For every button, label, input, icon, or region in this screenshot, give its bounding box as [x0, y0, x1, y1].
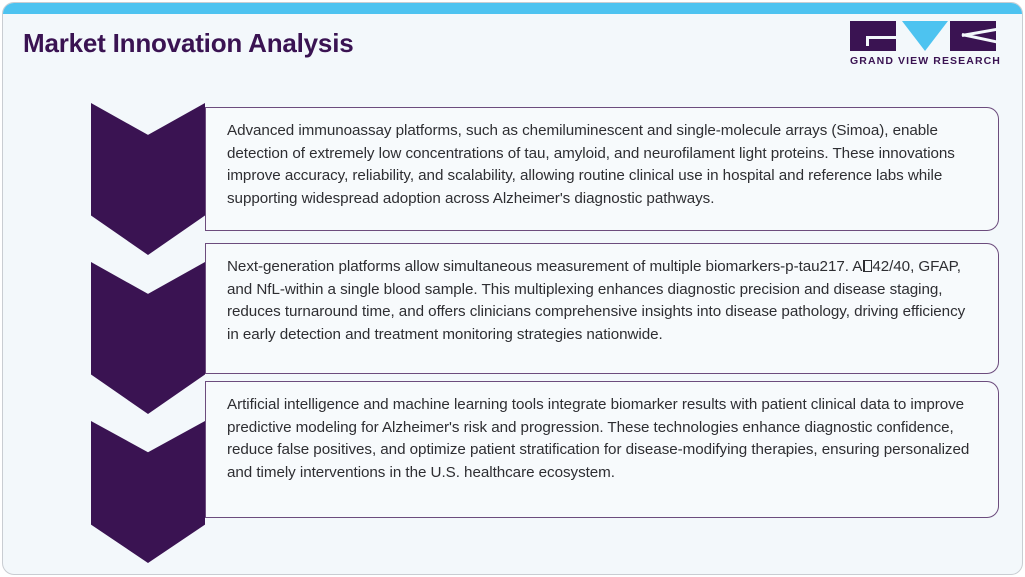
missing-glyph-icon	[863, 260, 872, 272]
page-title: Market Innovation Analysis	[23, 28, 354, 58]
insight-text-3-part1: Artificial intelligence and machine learning tools integrate biomarker results with patient clinical data to improve predictive modeling for Alzheimer's risk and progression. These technologies enhance diagnostic confidence, reduce false positives, and optimize patient stratification for disease-modifying therapies, ensuring personalized and timely interventions in the U.S. healthcare ecosystem.	[227, 396, 970, 481]
insight-text-1	[227, 120, 978, 210]
logo-brand-text: GRAND VIEW RESEARCH	[850, 55, 1001, 67]
insight-box-3	[205, 381, 999, 518]
insight-text-3	[227, 394, 978, 484]
content-card	[2, 2, 1023, 575]
insight-text-1-part1: Advanced immunoassay platforms, such as chemiluminescent and single-molecule arrays (Simoa), enable detection of extremely low concentrations of tau, amyloid, and neurofilament light proteins. These innovations improve accuracy, reliability, and scalability, allowing routine clinical use in hospital and reference labs while supporting widespread adoption across Alzheimer's diagnostic pathways.	[227, 122, 955, 207]
insight-box-2	[205, 243, 999, 374]
insight-text-2-part1: Next-generation platforms allow simultaneous measurement of multiple biomarkers-p-tau217. A	[227, 258, 863, 275]
insight-text-2	[227, 256, 978, 346]
insight-box-1	[205, 107, 999, 231]
insight-box-list	[3, 3, 1022, 574]
insight-text-2-part2: 42/40, GFAP, and NfL-within a single blood sample. This multiplexing enhances diagnostic precision and disease staging, reduces turnaround time, and offers clinicians comprehensive insights into disease pathology, driving efficiency in early detection and treatment monitoring strategies nationwide.	[227, 258, 966, 343]
